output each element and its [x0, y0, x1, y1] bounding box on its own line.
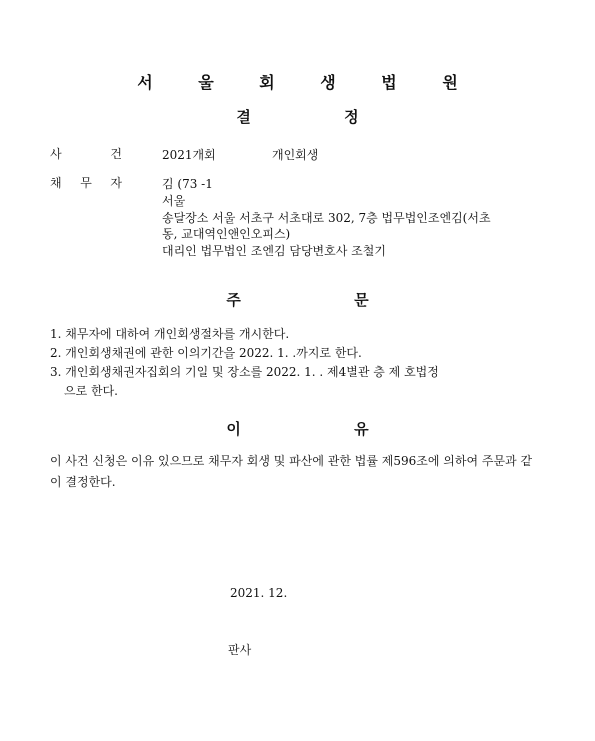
case-number: 2021개회	[162, 148, 216, 162]
order-heading: 주 문	[226, 291, 423, 309]
reason-text: 이 사건 신청은 이유 있으므로 채무자 회생 및 파산에 관한 법률 제596조에 의하여 주문과 같이 결정한다.	[50, 454, 533, 489]
case-label	[50, 145, 122, 162]
service-address-line1: 송달장소 서울 서초구 서초대로 302, 7층 법무법인조엔김(서초	[162, 211, 491, 225]
decision-date: 2021. 12.	[230, 586, 288, 600]
case-label-char: 사	[50, 147, 62, 161]
debtor-label-char: 무	[80, 176, 92, 190]
debtor-label	[50, 174, 122, 191]
representative: 대리인 법무법인 조엔김 담당변호사 조철기	[162, 244, 386, 258]
debtor-address: 서울	[162, 194, 186, 208]
case-type: 개인회생	[272, 148, 319, 162]
decision-heading: 결 정	[236, 108, 403, 126]
order-item-1: 1. 채무자에 대하여 개인회생절차를 개시한다.	[50, 327, 290, 341]
judge-label: 판사	[228, 643, 252, 657]
reason-heading: 이 유	[226, 420, 423, 438]
debtor-name: 김 (73 -1	[162, 177, 213, 191]
order-item-3-continued: 으로 한다.	[64, 384, 118, 398]
debtor-label-char: 자	[110, 176, 122, 190]
order-item-2: 2. 개인회생채권에 관한 이의기간을 2022. 1. .까지로 한다.	[50, 346, 362, 360]
court-name: 서 울 회 생 법 원	[137, 73, 478, 92]
case-label-char: 건	[110, 147, 122, 161]
debtor-label-char: 채	[50, 176, 62, 190]
service-address-line2: 동, 교대역인앤인오피스)	[162, 227, 291, 241]
order-item-3: 3. 개인회생채권자집회의 기일 및 장소를 2022. 1. . 제4별관 층 제 호법정	[50, 365, 439, 379]
